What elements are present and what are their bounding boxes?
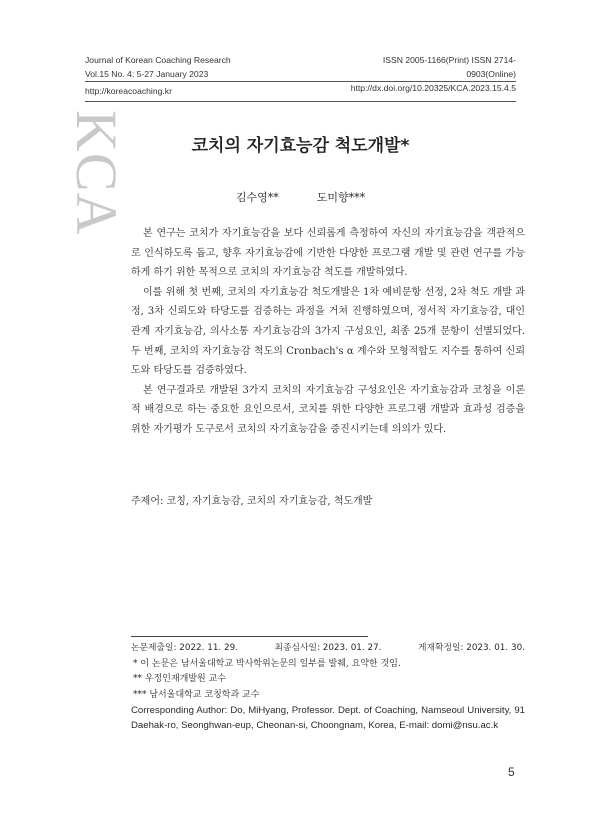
- submission-dates: [131, 641, 525, 657]
- keywords-label: 주제어:: [131, 496, 164, 507]
- footnote-author-1: ** 우정인재개발원 교수: [133, 674, 226, 684]
- footnote-thesis: * 이 논문은 남서울대학교 박사학위논문의 일부를 발췌, 요약한 것임.: [133, 658, 401, 669]
- abstract-paragraph-3: 본 연구결과로 개발된 3가지 코치의 자기효능감 구성요인은 자기효능감과 코칭을 이론적 배경으로 하는 중요한 요인으로서, 코치를 위한 다양한 프로그램 개발과 효과성 검증을 위한 자기평가 도구로서 코치의 자기효능감을 증진시키는데 의의가 있다.: [131, 384, 525, 435]
- journal-name: Journal of Korean Coaching Research: [85, 55, 231, 65]
- doi-link[interactable]: http://dx.doi.org/10.20325/KCA.2023.15.4.5: [350, 83, 516, 93]
- issn-line: ISSN 2005-1166(Print) ISSN 2714-0903(Online): [382, 55, 516, 79]
- keywords: [131, 492, 525, 507]
- abstract-paragraph-2: 이를 위해 첫 번째, 코치의 자기효능감 척도개발은 1차 예비문항 선정, 2차 척도 개발 과정, 3차 신뢰도와 타당도를 검증하는 과정을 거쳐 진행하였으며, 정서적 자기효능감, 대인관계 자기효능감, 의사소통 자기효능감의 3가지 구성요인, 최종 25개 문항이 선별되었다. 두 번째, 코치의 자기효능감 척도의 Cronbach's α 계수와 모형적합도 지수를 통하여 신뢰도와 타당도를 검증하였다.: [131, 286, 525, 377]
- received-date: 논문제출일: 2022. 11. 29.: [131, 643, 239, 653]
- journal-header-left: [85, 53, 231, 81]
- accepted-date: 게재확정일: 2023. 01. 30.: [417, 643, 525, 653]
- page-number: 5: [508, 765, 515, 779]
- url-divider: [85, 101, 516, 102]
- journal-url-link[interactable]: http://koreacoaching.kr: [85, 86, 172, 96]
- journal-header-right: [344, 53, 516, 95]
- reviewed-date: 최종심사일: 2023. 01. 27.: [274, 643, 382, 653]
- author-2: 도미향***: [316, 191, 366, 204]
- footnote-divider: [131, 636, 368, 637]
- keywords-text: 코칭, 자기효능감, 코치의 자기효능감, 척도개발: [166, 496, 373, 507]
- kca-logo-text: KCA: [64, 110, 129, 236]
- author-line: [85, 189, 516, 205]
- author-1: 김수영**: [235, 191, 279, 204]
- header-divider: [85, 81, 516, 82]
- paper-title: 코치의 자기효능감 척도개발*: [191, 136, 410, 156]
- abstract-paragraph-1: 본 연구는 코치가 자기효능감을 보다 신뢰롭게 측정하여 자신의 자기효능감을 객관적으로 인식하도록 돕고, 향후 자기효능감에 기반한 다양한 프로그램 개발 및 관련 연구를 가능하게 하기 위한 목적으로 코치의 자기효능감 척도를 개발하였다.: [131, 228, 525, 279]
- abstract: [131, 224, 525, 440]
- volume-line: Vol.15 No. 4: 5-27 January 2023: [85, 69, 209, 79]
- footnote-author-2: *** 남서울대학교 코칭학과 교수: [133, 689, 260, 700]
- footnotes: [131, 641, 525, 733]
- corresponding-author: Corresponding Author: Do, MiHyang, Professor. Dept. of Coaching, Namseoul University, 91 Daehak-ro, Seonghwan-eup, Cheonan-si, Choongnam, Korea, E-mail: domi@nsu.ac.k: [131, 705, 525, 731]
- kca-logo: [60, 110, 129, 236]
